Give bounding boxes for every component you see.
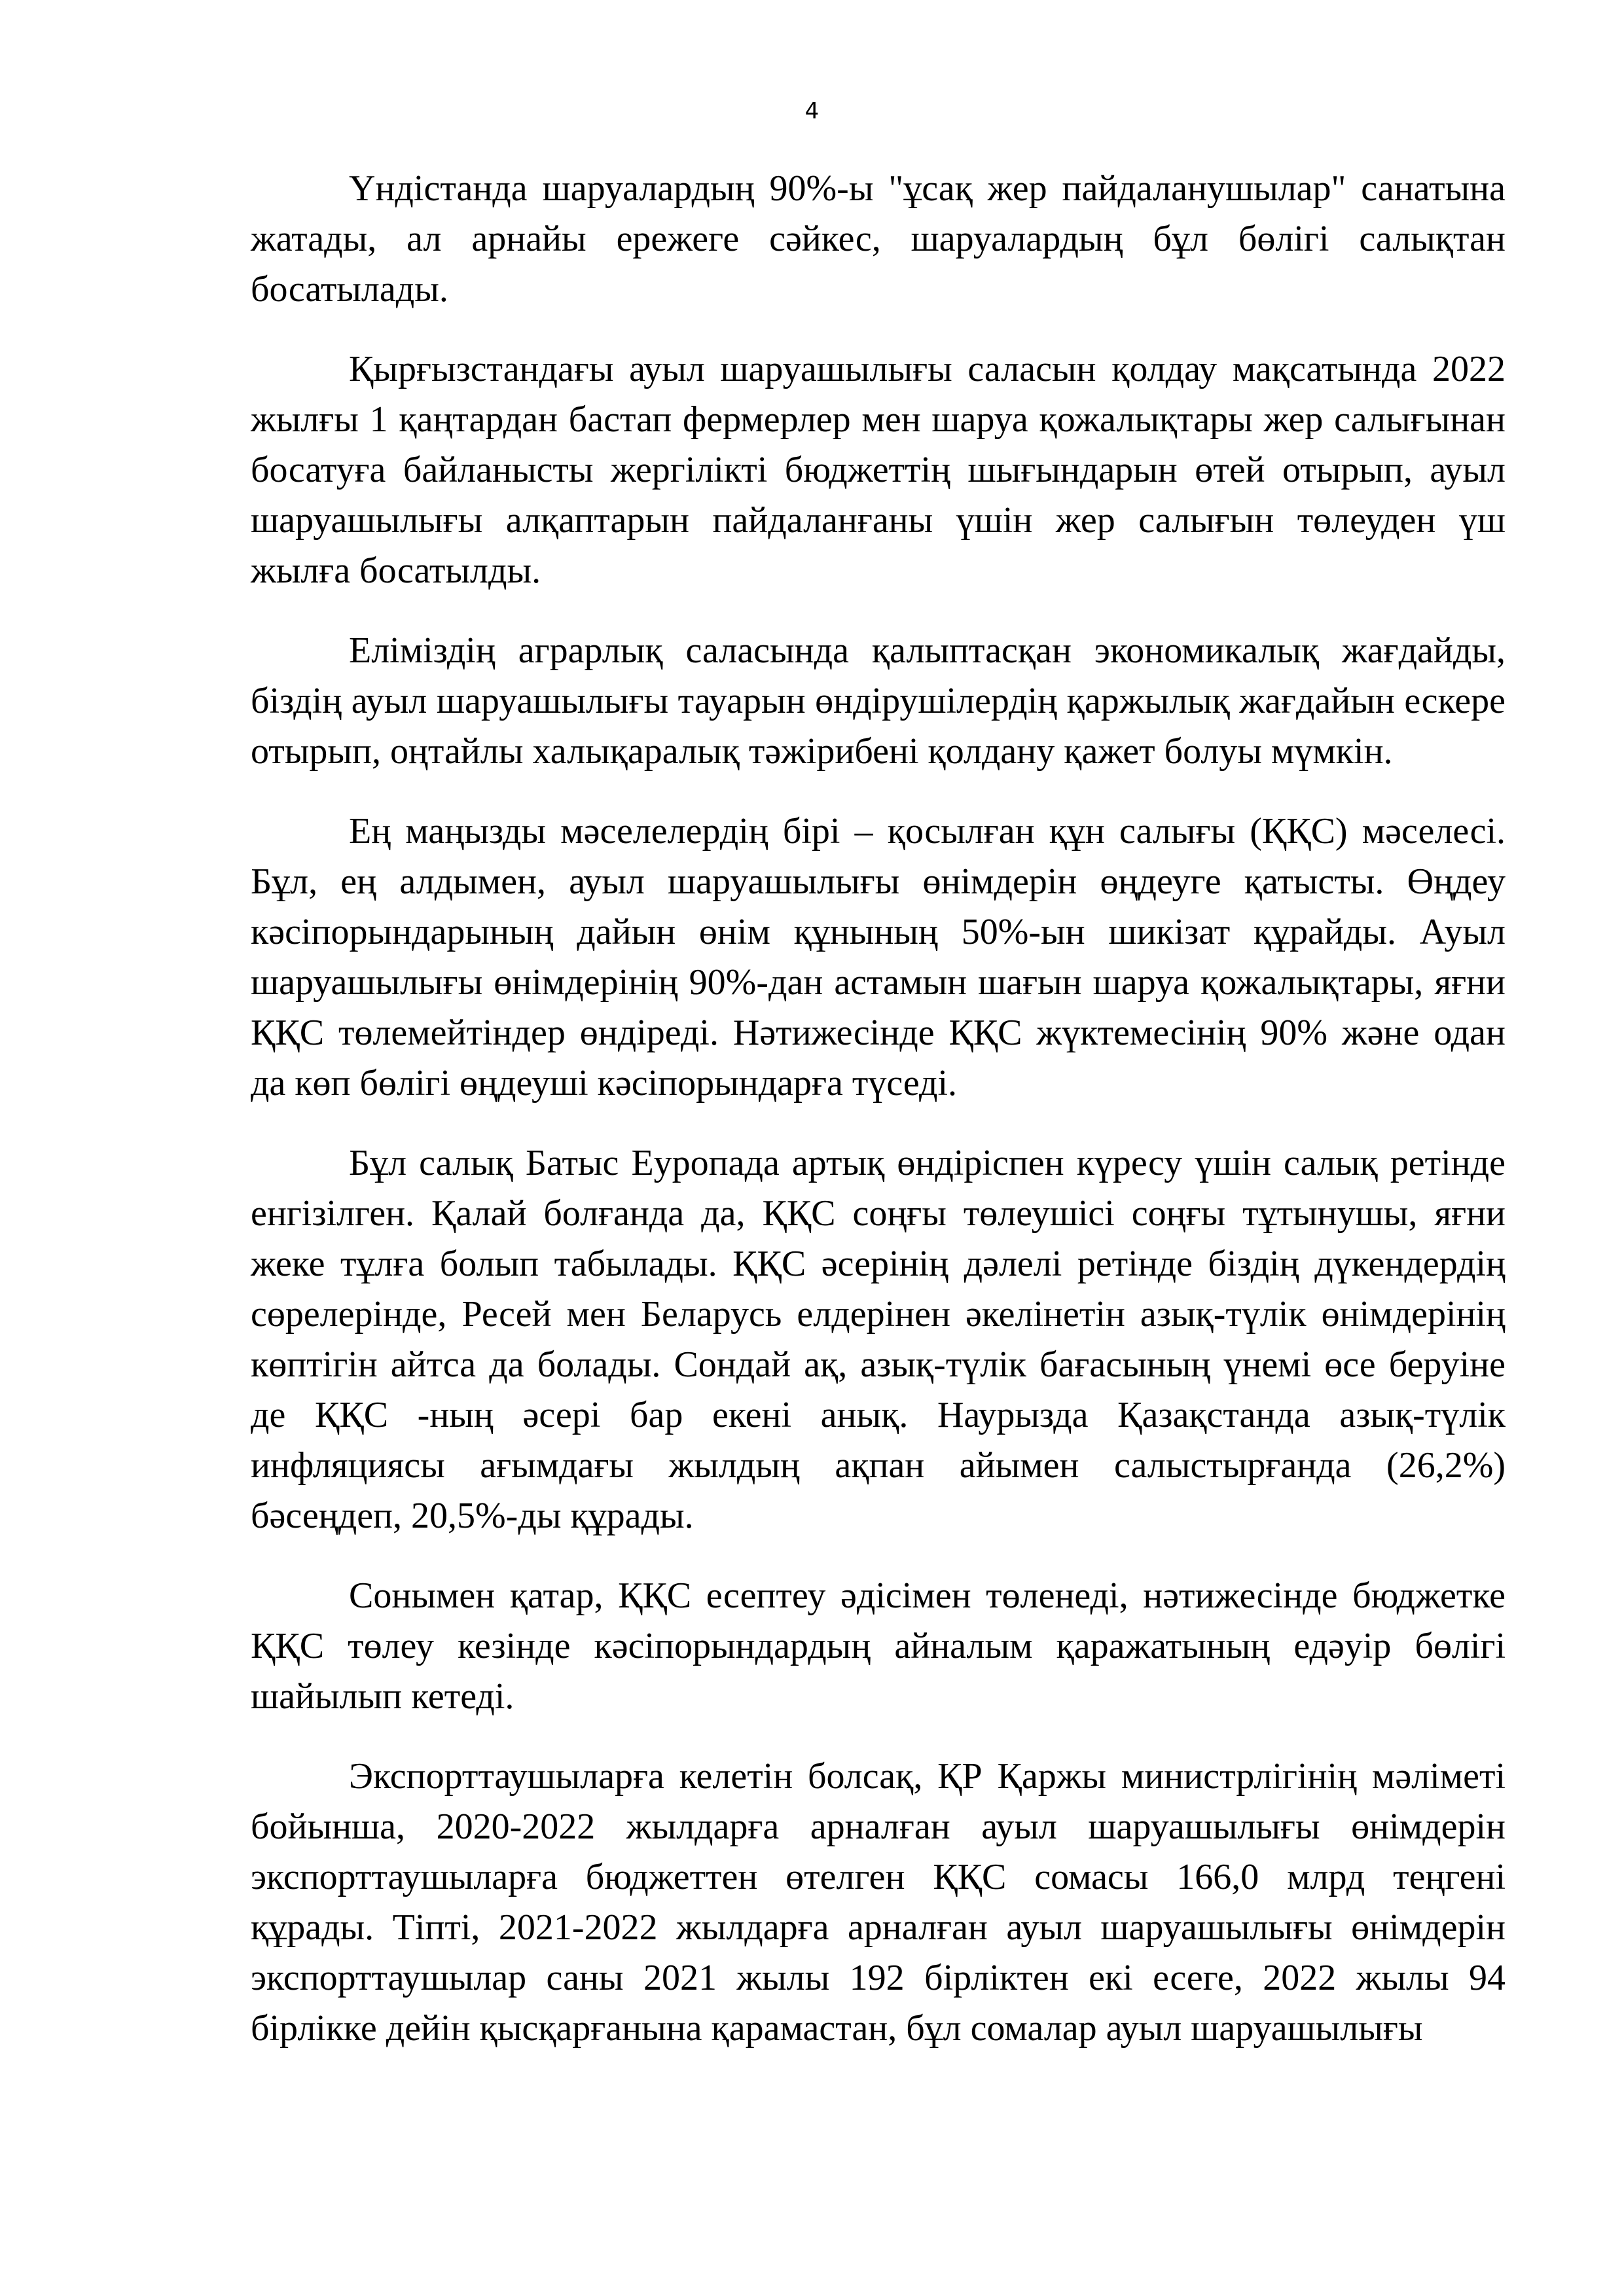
paragraph-vat-working-capital: Сонымен қатар, ҚҚС есептеу әдісімен төленеді, нәтижесінде бюджетке ҚҚС төлеу кезінде кәсіпорындардың айналым қаражатының едәуір бөлігі шайылып кетеді. — [251, 1575, 1506, 1717]
page-number: 4 — [804, 98, 820, 124]
paragraph-vat-issue: Ең маңызды мәселелердің бірі – қосылған құн салығы (ҚҚС) мәселесі. Бұл, ең алдымен, ауыл шаруашылығы өнімдерін өңдеуге қатысты. Өңдеу кәсіпорындарының дайын өнім құнының 50%-ын шикізат құрайды. Ауыл шаруашылығы өнімдерінің 90%-дан астамын шағын шаруа қожалықтары, яғни ҚҚС төлемейтіндер өндіреді. Нәтижесінде ҚҚС жүктемесінің 90% және одан да көп бөлігі өңдеуші кәсіпорындарға түседі. — [251, 811, 1506, 1103]
body-text — [251, 164, 1506, 2054]
paragraph-exporters-vat: Экспорттаушыларға келетін болсақ, ҚР Қаржы министрлігінің мәліметі бойынша, 2020-2022 жылдарға арналған ауыл шаруашылығы өнімдерін экспорттаушыларға бюджеттен өтелген ҚҚС сомасы 166,0 млрд теңгені құрады. Тіпті, 2021-2022 жылдарға арналған ауыл шаруашылығы өнімдерін экспорттаушылар саны 2021 жылы 192 бірліктен екі есеге, 2022 жылы 94 бірлікке дейін қысқарғанына қарамастан, бұл сомалар ауыл шаруашылығы — [251, 1756, 1506, 2049]
paragraph-kyrgyzstan-land-tax: Қырғызстандағы ауыл шаруашылығы саласын қолдау мақсатында 2022 жылғы 1 қаңтардан бастап фермерлер мен шаруа қожалықтары жер салығынан босатуға байланысты жергілікті бюджеттің шығындарын өтей отырып, ауыл шаруашылығы алқаптарын пайдаланғаны үшін жер салығын төлеуден үш жылға босатылды. — [251, 349, 1506, 591]
paragraph-vat-western-europe: Бұл салық Батыс Еуропада артық өндіріспен күресу үшін салық ретінде енгізілген. Қалай болғанда да, ҚҚС соңғы төлеушісі соңғы тұтынушы, яғни жеке тұлға болып табылады. ҚҚС әсерінің дәлелі ретінде біздің дүкендердің сөрелерінде, Ресей мен Беларусь елдерінен әкелінетін азық-түлік өнімдерінің көптігін айтса да болады. Сондай ақ, азық-түлік бағасының үнемі өсе беруіне де ҚҚС -ның әсері бар екені анық. Наурызда Қазақстанда азық-түлік инфляциясы ағымдағы жылдың ақпан айымен салыстырғанда (26,2%) бәсеңдеп, 20,5%-ды құрады. — [251, 1143, 1506, 1536]
paragraph-international-experience: Еліміздің аграрлық саласында қалыптасқан экономикалық жағдайды, біздің ауыл шаруашылығы тауарын өндірушілердің қаржылық жағдайын ескере отырып, оңтайлы халықаралық тәжірибені қолдану қажет болуы мүмкін. — [251, 630, 1506, 772]
paragraph-india-land-users: Үндістанда шаруалардың 90%-ы "ұсақ жер пайдаланушылар" санатына жатады, ал арнайы ережеге сәйкес, шаруалардың бұл бөлігі салықтан босатылады. — [251, 168, 1506, 310]
